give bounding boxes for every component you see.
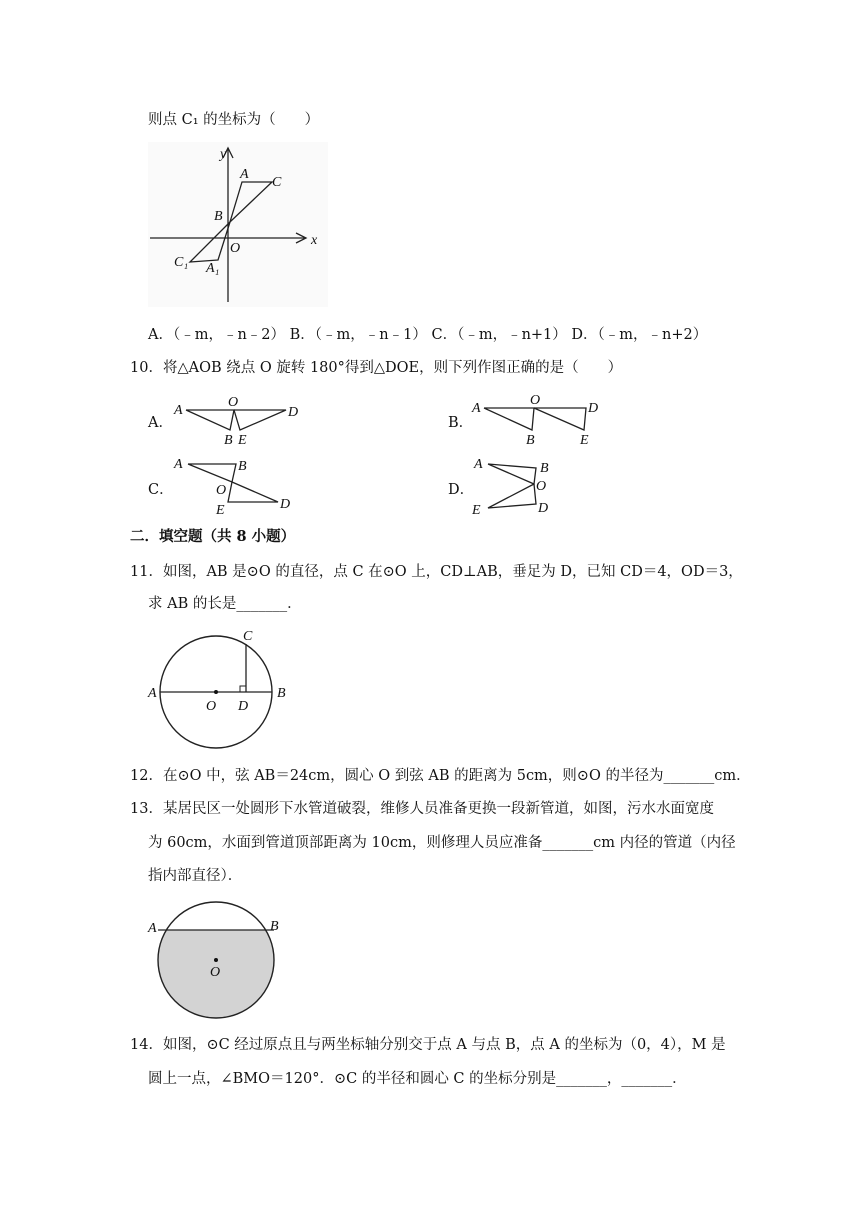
svg-text:B: B	[540, 461, 549, 476]
label-x: x	[311, 233, 318, 248]
svg-text:E: E	[238, 433, 247, 448]
label-c1: C₁	[174, 255, 189, 270]
q10-option-b-label: B．	[448, 415, 474, 431]
q11-line-1: 11．如图，AB 是⊙O 的直径，点 C 在⊙O 上，CD⊥AB，垂足为 D，已知 CD＝4，OD＝3，	[130, 564, 743, 580]
q13-figure	[146, 898, 292, 1026]
label-b: B	[214, 209, 223, 224]
q10-option-d-figure	[472, 454, 592, 524]
svg-text:A: A	[474, 457, 483, 472]
svg-text:O: O	[530, 393, 541, 408]
svg-text:A: A	[148, 686, 157, 701]
svg-text:B: B	[270, 919, 279, 934]
svg-text:E: E	[216, 503, 225, 516]
svg-text:B: B	[238, 459, 247, 474]
q10-stem: 10．将△AOB 绕点 O 旋转 180°得到△DOE，则下列作图正确的是（ ）	[130, 360, 623, 376]
label-o: O	[230, 241, 241, 256]
svg-text:B: B	[224, 433, 233, 448]
q10-option-d-label: D．	[448, 482, 475, 498]
svg-text:O: O	[228, 395, 239, 410]
q13-line-3: 指内部直径）．	[148, 868, 243, 884]
q9-options: A．（﹣m，﹣n﹣2） B．（﹣m，﹣n﹣1） C．（﹣m，﹣n+1） D．（﹣m，﹣n+2）	[148, 327, 708, 343]
svg-text:D: D	[280, 497, 291, 512]
q11-figure	[146, 626, 292, 754]
svg-text:D: D	[588, 401, 599, 416]
svg-text:B: B	[526, 433, 535, 448]
q13-line-1: 13．某居民区一处圆形下水管道破裂，维修人员准备更换一段新管道，如图，污水水面宽度	[130, 801, 714, 817]
svg-text:D: D	[288, 405, 299, 420]
svg-text:A: A	[174, 403, 183, 418]
svg-text:A: A	[148, 921, 157, 936]
svg-text:A: A	[174, 457, 183, 472]
label-y: y	[220, 147, 227, 162]
q9-figure	[148, 142, 328, 311]
q14-line-1: 14．如图，⊙C 经过原点且与两坐标轴分别交于点 A 与点 B，点 A 的坐标为（0，4），M 是	[130, 1037, 726, 1053]
q9-prompt-line: 则点 C₁ 的坐标为（ ）	[148, 112, 320, 128]
svg-text:E: E	[472, 503, 481, 518]
label-c: C	[272, 175, 282, 190]
q13-line-2: 为 60cm，水面到管道顶部距离为 10cm，则修理人员应准备_______cm 内径的管道（内径	[148, 835, 736, 851]
svg-text:D: D	[238, 699, 249, 714]
q14-line-2: 圆上一点，∠BMO＝120°．⊙C 的半径和圆心 C 的坐标分别是_______，_______．	[148, 1071, 687, 1087]
q10-option-a-label: A．	[148, 415, 173, 431]
svg-text:O: O	[216, 483, 227, 498]
svg-text:A: A	[472, 401, 481, 416]
svg-text:O: O	[536, 479, 547, 494]
svg-text:E: E	[580, 433, 589, 448]
q10-option-a-figure	[172, 392, 312, 452]
q12-text: 12．在⊙O 中，弦 AB＝24cm，圆心 O 到弦 AB 的距离为 5cm，则⊙O 的半径为_______cm．	[130, 768, 751, 784]
section-heading: 二．填空题（共 8 小题）	[130, 528, 296, 545]
q11-line-2: 求 AB 的长是_______．	[148, 596, 302, 612]
svg-text:B: B	[277, 686, 286, 701]
svg-text:O: O	[210, 965, 221, 980]
svg-text:C: C	[243, 629, 253, 644]
svg-text:D: D	[538, 501, 549, 516]
svg-text:O: O	[206, 699, 217, 714]
q10-option-c-figure	[172, 454, 302, 520]
label-a1: A₁	[206, 261, 220, 276]
label-a: A	[240, 167, 249, 182]
q10-option-b-figure	[470, 392, 610, 452]
q10-option-c-label: C．	[148, 482, 174, 498]
